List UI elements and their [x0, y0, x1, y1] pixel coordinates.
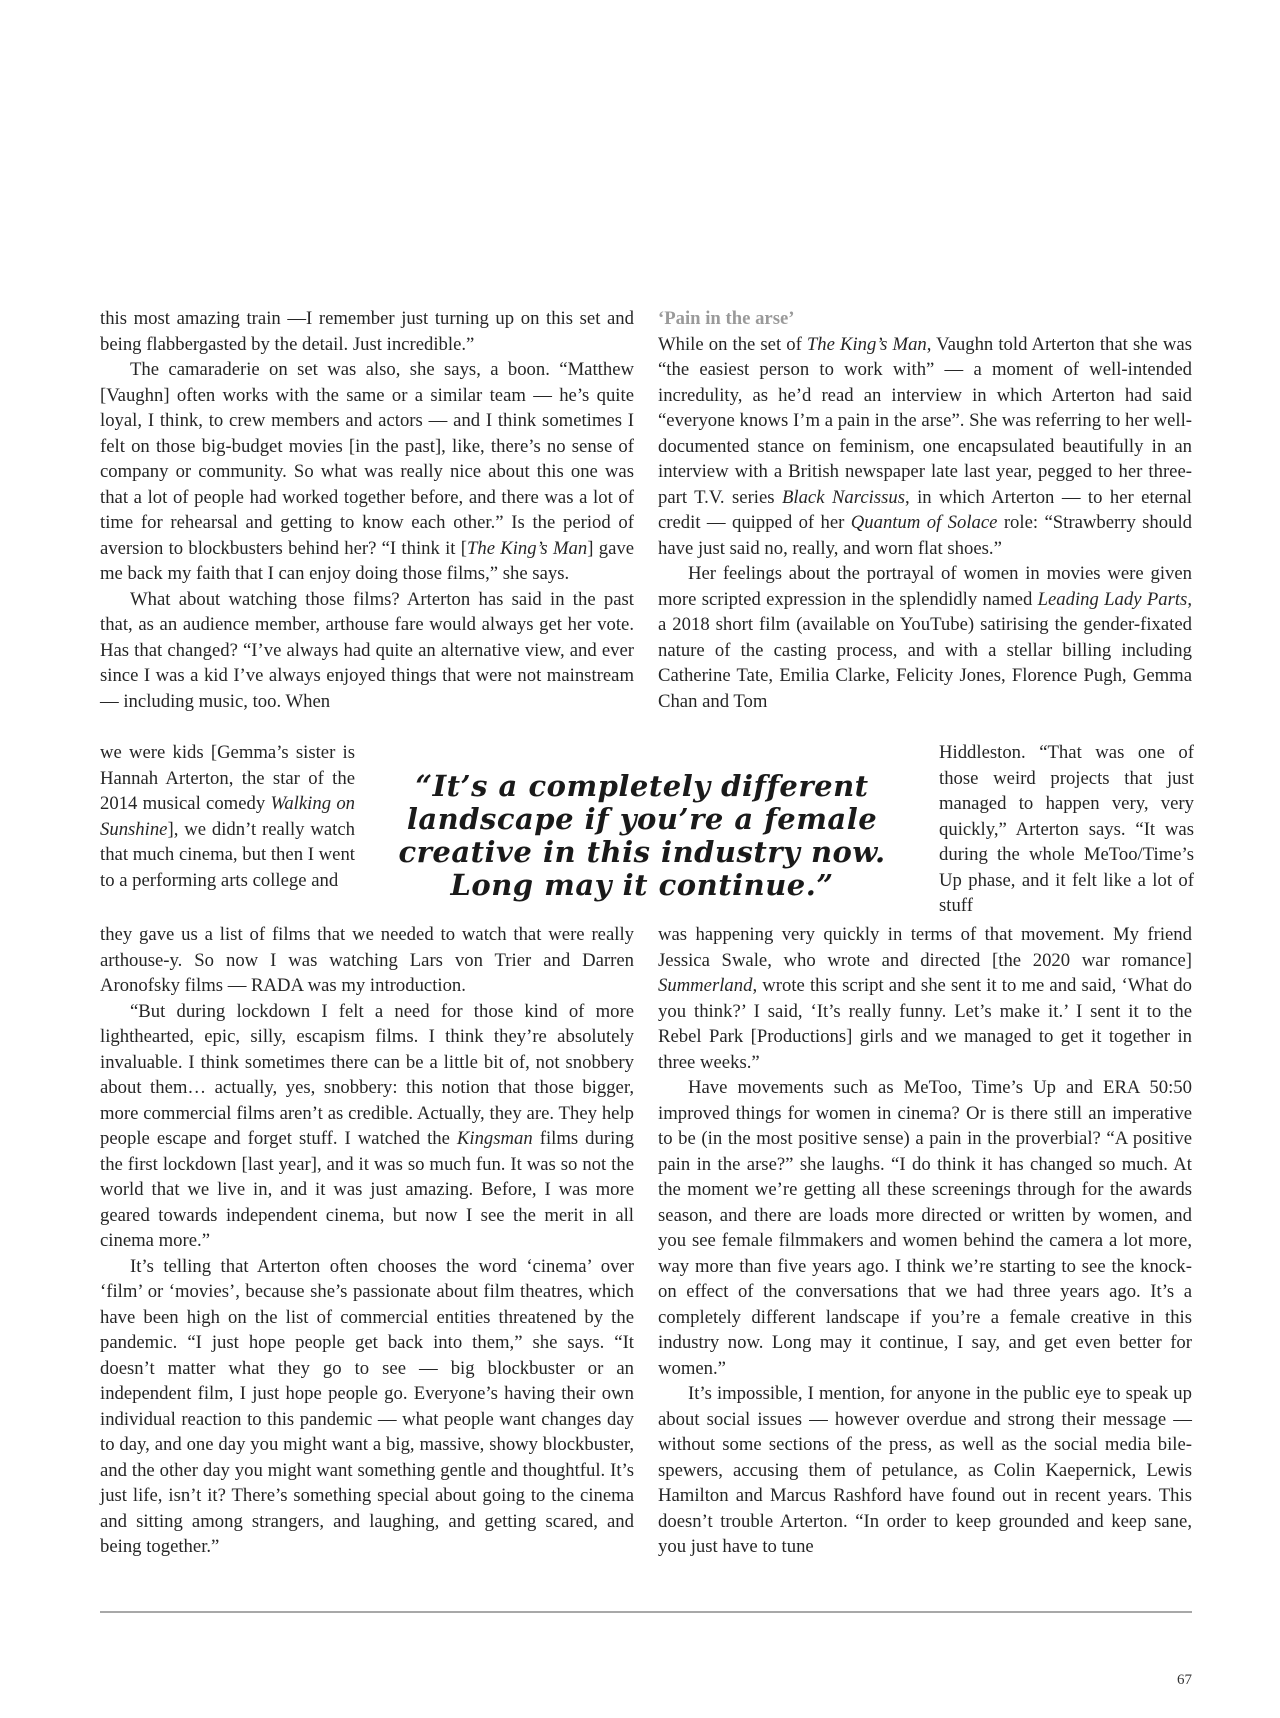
body-paragraph: It’s telling that Arterton often chooses the word ‘cinema’ over ‘film’ or ‘movies’, because she’s passionate about film theatres, which have been high on the list of commercial entities threatened by the pandemic. “I just hope people get back into them,” she says. “It doesn’t matter what they go to see — big blockbuster or an independent film, I just hope people go. Everyone’s having their own individual reaction to this pandemic — what people want changes day to day, and one day you might want a big, massive, showy blockbuster, and the other day you might want something gentle and thoughtful. It’s just life, isn’t it? There’s something special about going to the cinema and sitting among strangers, and laughing, and getting scared, and being together.”	[100, 1255, 634, 1557]
left-wrap-text	[100, 740, 355, 893]
body-paragraph: What about watching those films? Arterton has said in the past that, as an audience member, arthouse fare would always get her vote. Has that changed? “I’ve always had quite an alternative view, and ever since I was a kid I’ve always enjoyed things that were not mainstream — including music, too. When	[100, 588, 634, 712]
right-wrap-text	[939, 740, 1194, 919]
section-subhead: ‘Pain in the arse’	[658, 308, 795, 329]
pull-quote-line: “It’s a completely different	[415, 769, 869, 803]
body-paragraph: The camaraderie on set was also, she says, a boon. “Matthew [Vaughn] often works with the same or a similar team — he’s quite loyal, I think, to crew members and actors — and I think sometimes I felt on those big-budget movies [in the past], like, there’s no sense of company or community. So what was really nice about this one was that a lot of people had worked together before, and there was a lot of time for rehearsal and getting to know each other.” Is the period of aversion to blockbusters behind her? “I think it [The King’s Man] gave me back my faith that I can enjoy doing those films,” she says.	[100, 359, 634, 584]
body-paragraph: While on the set of The King’s Man, Vaughn told Arterton that she was “the easiest person to work with” — a moment of well-intended incredulity, as he’d read an interview in which Arterton had said “everyone knows I’m a pain in the arse”. She was referring to her well-documented stance on feminism, one encapsulated beautifully in an interview with a British newspaper late last year, pegged to her three-part T.V. series Black Narcissus, in which Arterton — to her eternal credit — quipped of her Quantum of Solace role: “Strawberry should have just said no, really, and worn flat shoes.”	[658, 333, 1193, 559]
left-column-top	[100, 306, 634, 714]
body-paragraph: Hiddleston. “That was one of those weird projects that just managed to happen very, very quickly,” Arterton says. “It was during the whole MeToo/Time’s Up phase, and it felt like a lot of stuff	[939, 742, 1194, 916]
left-column-bottom	[100, 922, 634, 1560]
pull-quote-line: creative in this industry now.	[398, 835, 886, 869]
body-paragraph: they gave us a list of films that we needed to watch that were really arthouse-y. So now I was watching Lars von Trier and Darren Aronofsky films — RADA was my introduction.	[100, 924, 634, 996]
right-column-bottom	[658, 922, 1192, 1560]
body-paragraph: “But during lockdown I felt a need for those kind of more lighthearted, epic, silly, escapism films. I think they’re absolutely invaluable. I think sometimes there can be a little bit of, not snobbery about them… actually, yes, snobbery: this notion that those bigger, more commercial films aren’t as credible. Actually, they are. They help people escape and forget stuff. I watched the Kingsman films during the first lockdown [last year], and it was so much fun. It was so not the world that we live in, and it was just amazing. Before, I was more geared towards independent cinema, but now I see the merit in all cinema more.”	[100, 1000, 634, 1251]
body-paragraph: Her feelings about the portrayal of women in movies were given more scripted expression in the splendidly named Leading Lady Parts, a 2018 short film (available on YouTube) satirising the gender-fixated nature of the casting process, and with a stellar billing including Catherine Tate, Emilia Clarke, Felicity Jones, Florence Pugh, Gemma Chan and Tom	[658, 563, 1192, 712]
pull-quote	[372, 770, 912, 902]
body-paragraph: It’s impossible, I mention, for anyone in the public eye to speak up about social issues — however overdue and strong their message — without some sections of the press, as well as the social media bile-spewers, accusing them of petulance, as Colin Kaepernick, Lewis Hamilton and Marcus Rashford have found out in recent years. This doesn’t trouble Arterton. “In order to keep grounded and keep sane, you just have to tune	[658, 1383, 1192, 1557]
body-paragraph: was happening very quickly in terms of that movement. My friend Jessica Swale, who wrote and directed [the 2020 war romance] Summerland, wrote this script and she sent it to me and said, ‘What do you think?’ I said, ‘It’s really funny. Let’s make it.’ I sent it to the Rebel Park [Productions] girls and we managed to get it together in three weeks.”	[658, 924, 1192, 1073]
body-paragraph: we were kids [Gemma’s sister is Hannah Arterton, the star of the 2014 musical comedy Walking on Sunshine], we didn’t really watch that much cinema, but then I went to a performing arts college and	[100, 742, 356, 891]
footer-rule	[100, 1611, 1192, 1613]
pull-quote-line: landscape if you’re a female	[406, 802, 878, 836]
pull-quote-line: Long may it continue.”	[450, 868, 834, 902]
right-column-top	[658, 306, 1192, 714]
body-paragraph: this most amazing train —I remember just turning up on this set and being flabbergasted by the detail. Just incredible.”	[100, 308, 634, 355]
page-number: 67	[1177, 1672, 1192, 1688]
body-paragraph: Have movements such as MeToo, Time’s Up and ERA 50:50 improved things for women in cinema? Or is there still an imperative to be (in the most positive sense) a pain in the proverbial? “A positive pain in the arse?” she laughs. “I do think it has changed so much. At the moment we’re getting all these screenings through for the awards season, and there are loads more directed or written by women, and you see female filmmakers and women behind the camera a lot more, way more than five years ago. I think we’re starting to see the knock-on effect of the conversations that we had three years ago. It’s a completely different landscape if you’re a female creative in this industry now. Long may it continue, I say, and get even better for women.”	[658, 1077, 1192, 1379]
